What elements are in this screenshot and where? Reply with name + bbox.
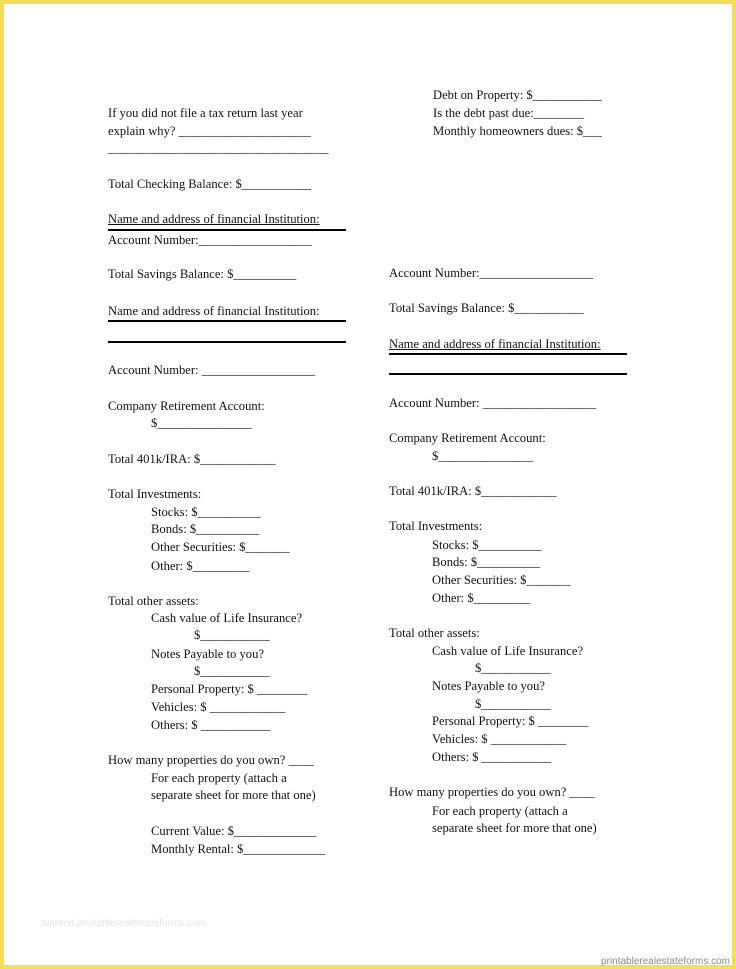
checking-balance-field[interactable]: Total Checking Balance: $___________ [108, 177, 312, 191]
current-value-field[interactable]: Current Value: $_____________ [151, 824, 316, 838]
retirement-account-label: Company Retirement Account: [108, 399, 265, 413]
right-life-insurance-field[interactable]: $___________ [475, 661, 551, 675]
others-field[interactable]: Others: $ ___________ [151, 718, 270, 732]
right-other-investments-field[interactable]: Other: $_________ [432, 591, 531, 605]
right-stocks-field[interactable]: Stocks: $__________ [432, 538, 542, 552]
right-account-number-field-1[interactable]: Account Number:__________________ [389, 266, 593, 280]
notes-payable-field[interactable]: $___________ [194, 664, 270, 678]
right-each-property-note: For each property (attach a [432, 804, 568, 818]
institution-label-1: Name and address of financial Institution: [108, 212, 320, 226]
faint-watermark: wanted.printablerealestateforms.com [42, 918, 206, 929]
tax-return-question: If you did not file a tax return last year [108, 106, 303, 120]
personal-property-field[interactable]: Personal Property: $ ________ [151, 682, 308, 696]
institution-line-2b[interactable] [108, 341, 346, 343]
institution-label-2: Name and address of financial Institution: [108, 304, 320, 318]
right-life-insurance-label: Cash value of Life Insurance? [432, 644, 584, 658]
right-savings-balance-field[interactable]: Total Savings Balance: $___________ [389, 301, 584, 315]
right-institution-label: Name and address of financial Institution: [389, 337, 601, 351]
right-bonds-field[interactable]: Bonds: $__________ [432, 555, 541, 569]
right-properties-owned-field[interactable]: How many properties do you own? ____ [389, 785, 595, 799]
stocks-field[interactable]: Stocks: $__________ [151, 505, 261, 519]
right-notes-payable-label: Notes Payable to you? [432, 679, 545, 693]
total-investments-label: Total Investments: [108, 487, 202, 501]
right-401k-ira-field[interactable]: Total 401k/IRA: $____________ [389, 484, 557, 498]
401k-ira-field[interactable]: Total 401k/IRA: $____________ [108, 452, 276, 466]
other-investments-field[interactable]: Other: $_________ [151, 559, 250, 573]
separate-sheet-note: separate sheet for more that one) [151, 788, 316, 802]
notes-payable-label: Notes Payable to you? [151, 647, 264, 661]
debt-past-due-field[interactable]: Is the debt past due:________ [433, 106, 585, 120]
right-others-field[interactable]: Others: $ ___________ [432, 750, 551, 764]
life-insurance-field[interactable]: $___________ [194, 628, 270, 642]
homeowners-dues-field[interactable]: Monthly homeowners dues: $___ [433, 124, 602, 138]
right-account-number-field-2[interactable]: Account Number: __________________ [389, 396, 597, 410]
life-insurance-label: Cash value of Life Insurance? [151, 611, 303, 625]
right-separate-sheet-note: separate sheet for more that one) [432, 821, 597, 835]
account-number-field-2[interactable]: Account Number: __________________ [108, 363, 316, 377]
right-institution-line-b[interactable] [389, 373, 627, 375]
savings-balance-field[interactable]: Total Savings Balance: $__________ [108, 267, 297, 281]
total-other-assets-label: Total other assets: [108, 594, 199, 608]
site-watermark: printablerealestateforms.com [601, 956, 730, 967]
right-total-other-assets-label: Total other assets: [389, 626, 480, 640]
right-other-securities-field[interactable]: Other Securities: $_______ [432, 573, 571, 587]
tax-return-explain-field[interactable]: explain why? _____________________ [108, 124, 311, 138]
right-vehicles-field[interactable]: Vehicles: $ ____________ [432, 732, 567, 746]
institution-line-2a[interactable] [108, 320, 346, 322]
right-total-investments-label: Total Investments: [389, 519, 483, 533]
right-retirement-account-field[interactable]: $_______________ [432, 449, 533, 463]
debt-on-property-field[interactable]: Debt on Property: $___________ [433, 88, 602, 102]
right-notes-payable-field[interactable]: $___________ [475, 697, 551, 711]
retirement-account-field[interactable]: $_______________ [151, 416, 252, 430]
right-retirement-account-label: Company Retirement Account: [389, 431, 546, 445]
institution-line-1[interactable] [108, 229, 346, 231]
right-personal-property-field[interactable]: Personal Property: $ ________ [432, 714, 589, 728]
properties-owned-field[interactable]: How many properties do you own? ____ [108, 753, 314, 767]
tax-return-explain-line[interactable]: ___________________________________ [108, 141, 329, 155]
each-property-note: For each property (attach a [151, 771, 287, 785]
account-number-field-1[interactable]: Account Number:__________________ [108, 233, 312, 247]
vehicles-field[interactable]: Vehicles: $ ____________ [151, 700, 286, 714]
monthly-rental-field[interactable]: Monthly Rental: $_____________ [151, 842, 326, 856]
other-securities-field[interactable]: Other Securities: $_______ [151, 540, 290, 554]
right-institution-line-a[interactable] [389, 353, 627, 355]
bonds-field[interactable]: Bonds: $__________ [151, 522, 260, 536]
